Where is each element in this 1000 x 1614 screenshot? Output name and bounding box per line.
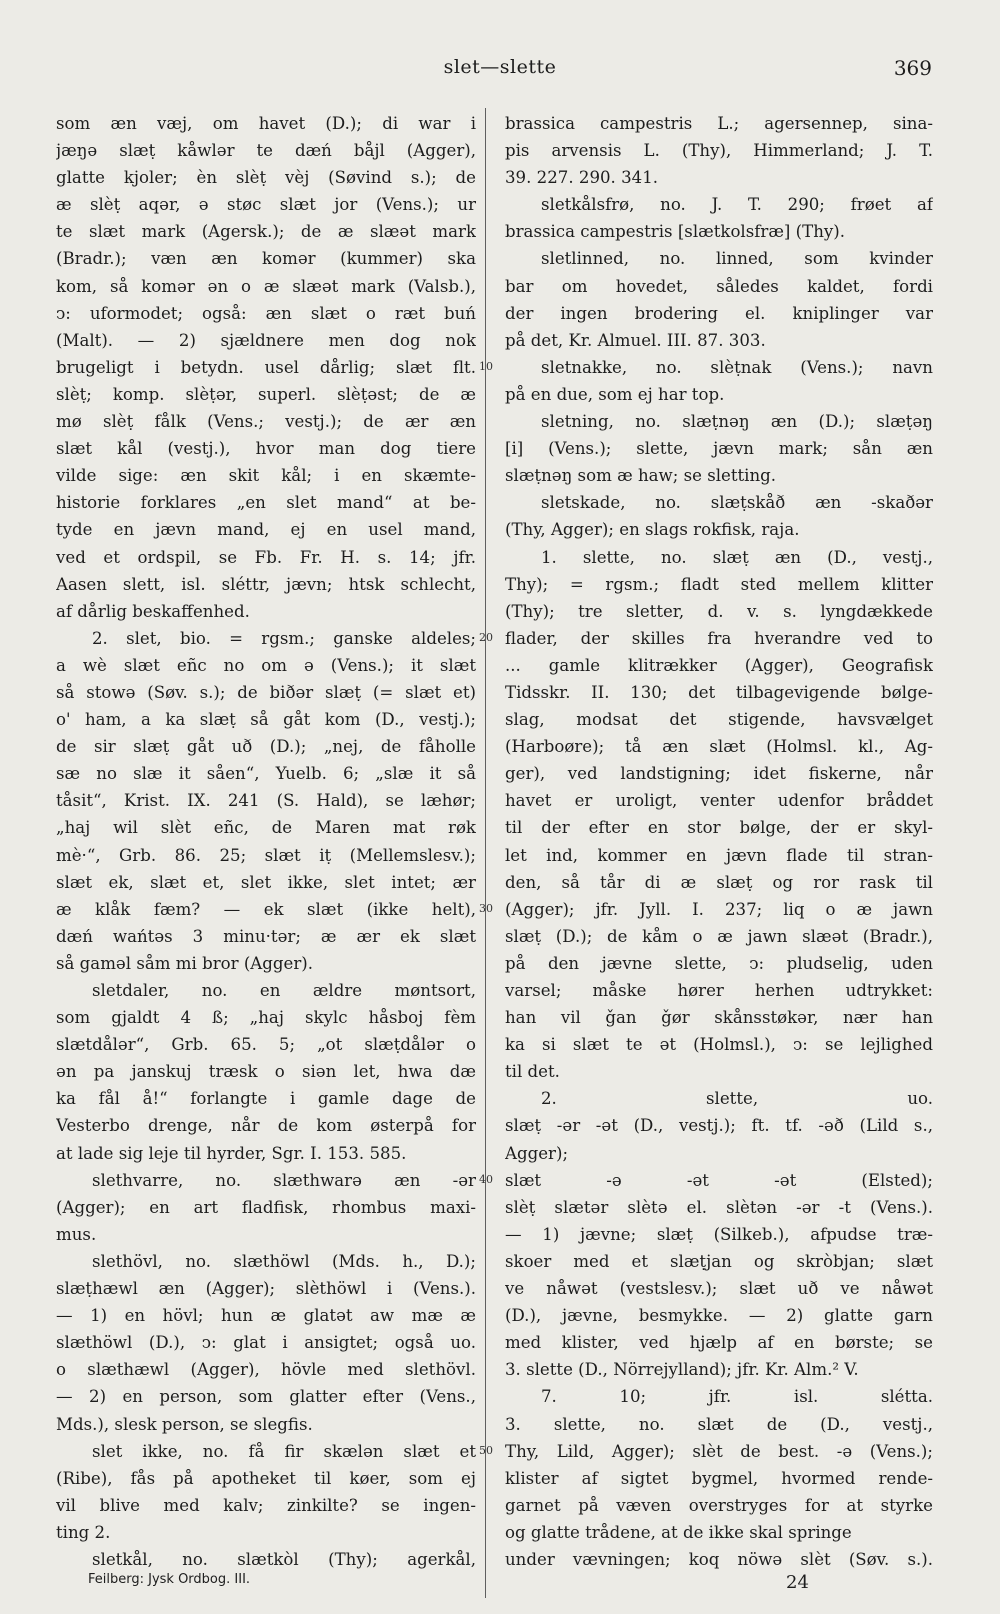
text-line: 7. 10; jfr. isl. slétta. <box>541 1387 933 1407</box>
text-line: skoer med et slæṭjan og skròbjan; slæt <box>505 1251 933 1271</box>
text-line: slethvarre, no. slæthwarə æn -ər <box>92 1170 476 1190</box>
text-line: (Agger); jfr. Jyll. I. 237; liq o æ jawn <box>505 899 933 919</box>
text-line: til det. <box>505 1062 560 1082</box>
text-line: på en due, som ej har top. <box>505 384 725 404</box>
text-line: slæthöwl (D.), ↄ: glat i ansigtet; også uo. <box>56 1333 476 1353</box>
text-line: (Agger); en art fladfisk, rhombus maxi- <box>56 1197 476 1217</box>
text-line: glatte kjoler; èn slèṭ vèj (Søvind s.); de <box>56 168 476 188</box>
text-line: de sir slæṭ gåt uð (D.); „nej, de fåholle <box>56 737 476 757</box>
text-line: af dårlig beskaffenhed. <box>56 601 250 621</box>
page-number: 369 <box>893 56 932 80</box>
text-line: varsel; måske hører herhen udtrykket: <box>505 981 933 1000</box>
text-line: slæt -ə -ət -ət (Elsted); <box>505 1170 933 1190</box>
column-divider <box>485 108 486 1598</box>
text-line: 3. slette (D., Nörrejylland); jfr. Kr. Alm.² V. <box>505 1360 859 1380</box>
text-line: 3. slette, no. slæt de (D., vestj., <box>505 1414 933 1434</box>
text-line: (Thy, Agger); en slags rokfisk, raja. <box>505 520 800 540</box>
text-line: slethövl, no. slæthöwl (Mds. h., D.); <box>92 1251 476 1271</box>
text-line: kom, så komər ən o æ slæət mark (Valsb.), <box>56 276 476 296</box>
text-line: med klister, ved hjælp af en børste; se <box>505 1333 933 1353</box>
text-line: flader, der skilles fra hverandre ved to <box>505 628 933 648</box>
text-line: ↄ: uformodet; også: æn slæt o ræt buń <box>56 303 476 323</box>
text-line: „haj wil slèt eñc, de Maren mat røk <box>56 818 476 838</box>
text-line: slet ikke, no. få fir skælən slæt et <box>92 1441 476 1461</box>
text-line: slag, modsat det stigende, havsvælget <box>505 710 933 730</box>
text-line: 2. slette, uo. <box>541 1089 933 1109</box>
text-line: bar om hovedet, således kaldet, fordi <box>505 276 933 296</box>
text-line: brugeligt i betydn. usel dårlig; slæt flt. <box>56 357 476 377</box>
text-line: ka si slæt te ət (Holmsl.), ↄ: se lejlighed <box>505 1035 933 1055</box>
text-line: den, så tår di æ slæṭ og ror rask til <box>505 872 933 892</box>
text-line: som æn væj, om havet (D.); di war i <box>56 114 476 133</box>
text-line: te slæt mark (Agersk.); de æ slæət mark <box>56 222 476 242</box>
text-line: ger), ved landstigning; idet fiskerne, når <box>505 764 933 784</box>
text-line: (Bradr.); væn æn komər (kummer) ska <box>56 249 476 269</box>
text-line: sletning, no. slæṭnəŋ æn (D.); slæṭəŋ <box>541 412 933 432</box>
text-line: slæṭnəŋ som æ haw; se sletting. <box>505 466 777 486</box>
text-line: — 1) jævne; slæṭ (Silkeb.), afpudse træ- <box>505 1224 933 1244</box>
text-line: ting 2. <box>56 1522 111 1542</box>
text-line: slæṭ -ər -ət (D., vestj.); ft. tf. -əð (Lild s., <box>505 1116 933 1136</box>
text-line: så gaməl såm mi bror (Agger). <box>56 953 314 973</box>
sheet-number: 24 <box>786 1572 809 1593</box>
text-line: a wè slæt eñc no om ə (Vens.); it slæt <box>56 655 476 675</box>
text-line: slætdålər“, Grb. 65. 5; „ot slæṭdålər o <box>56 1035 476 1055</box>
text-line: brassica campestris L.; agersennep, sina- <box>505 114 933 133</box>
text-line: ve nåwət (vestslesv.); slæt uð ve nåwət <box>505 1279 933 1299</box>
text-line: [i] (Vens.); slette, jævn mark; sån æn <box>505 439 933 459</box>
text-line: han vil ǧan ǧør skånsstøkər, nær han <box>505 1008 933 1028</box>
text-line: (Malt). — 2) sjældnere men dog nok <box>56 330 476 350</box>
text-line: vilde sige: æn skit kål; i en skæmte- <box>56 466 476 486</box>
text-line: klister af sigtet bygmel, hvormed rende- <box>505 1468 933 1488</box>
text-line: sletkål, no. slætkòl (Thy); agerkål, <box>92 1549 476 1569</box>
text-line: 2. slet, bio. = rgsm.; ganske aldeles; <box>92 628 476 648</box>
text-line: på den jævne slette, ↄ: pludselig, uden <box>505 953 933 973</box>
text-line: (Ribe), fås på apotheket til køer, som ej <box>56 1468 476 1488</box>
text-line: jæŋə slæṭ kåwlər te dæń båjl (Agger), <box>56 141 476 161</box>
text-line: slèṭ; komp. slèṭər, superl. slèṭəst; de æ <box>56 384 476 404</box>
text-line: sæ no slæ it såen“, Yuelb. 6; „slæ it så <box>56 764 476 784</box>
text-line: Thy, Lild, Agger); slèt de best. -ə (Vens.); <box>505 1441 933 1461</box>
text-line: sletnakke, no. slèṭnak (Vens.); navn <box>541 357 933 377</box>
text-line: pis arvensis L. (Thy), Himmerland; J. T. <box>505 141 933 161</box>
line-number: 50 <box>479 1443 493 1457</box>
text-line: — 2) en person, som glatter efter (Vens., <box>56 1387 476 1407</box>
text-line: æ slèṭ aqər, ə støc slæt jor (Vens.); ur <box>56 195 476 215</box>
signature-footer: Feilberg: Jysk Ordbog. III. <box>88 1572 251 1587</box>
text-line: historie forklares „en slet mand“ at be- <box>56 493 476 513</box>
line-number: 10 <box>479 359 493 373</box>
text-line: o slæthæwl (Agger), hövle med slethövl. <box>56 1360 476 1380</box>
line-number: 20 <box>479 630 493 644</box>
text-line: og glatte trådene, at de ikke skal springe <box>505 1522 852 1542</box>
text-line: slèṭ slætər slètə el. slètən -ər -t (Vens.). <box>505 1197 933 1217</box>
text-line: ... gamle klitrækker (Agger), Geografisk <box>505 655 933 675</box>
text-line: under vævningen; koq nöwə slèt (Søv. s.). <box>505 1549 933 1569</box>
left-column <box>56 110 476 1573</box>
text-line: 1. slette, no. slæṭ æn (D., vestj., <box>541 547 933 567</box>
text-line: Thy); = rgsm.; fladt sted mellem klitter <box>505 574 933 594</box>
text-line: (Thy); tre sletter, d. v. s. lyngdækkede <box>505 601 933 621</box>
text-line: mus. <box>56 1224 97 1244</box>
text-line: brassica campestris [slætkolsfræ] (Thy). <box>505 222 846 242</box>
right-column <box>505 110 933 1573</box>
text-line: sletlinned, no. linned, som kvinder <box>541 249 933 269</box>
line-number: 40 <box>479 1172 493 1186</box>
text-line: slæt kål (vestj.), hvor man dog tiere <box>56 439 476 459</box>
text-line: vil blive med kalv; zinkilte? se ingen- <box>56 1495 476 1515</box>
text-line: tåsit“, Krist. IX. 241 (S. Hald), se læhør; <box>56 791 476 811</box>
text-line: der ingen brodering el. kniplinger var <box>505 303 933 323</box>
text-line: 39. 227. 290. 341. <box>505 168 659 188</box>
text-line: (D.), jævne, besmykke. — 2) glatte garn <box>505 1306 933 1326</box>
text-line: på det, Kr. Almuel. III. 87. 303. <box>505 330 766 350</box>
text-line: Agger); <box>505 1143 569 1163</box>
text-line: ka fål å!“ forlangte i gamle dage de <box>56 1089 476 1109</box>
running-head: slet—slette <box>443 56 557 78</box>
text-line: o' ham, a ka slæṭ så gåt kom (D., vestj.); <box>56 710 476 730</box>
text-line: — 1) en hövl; hun æ glatət aw mæ æ <box>56 1306 476 1326</box>
text-line: ən pa janskuj træsk o siən let, hwa dæ <box>56 1062 476 1082</box>
line-number: 30 <box>479 901 493 915</box>
text-line: til der efter en stor bølge, der er skyl- <box>505 818 933 838</box>
text-line: dæń wańtəs 3 minu·tər; æ ær ek slæt <box>56 926 476 946</box>
text-line: at lade sig leje til hyrder, Sgr. I. 153. 585. <box>56 1143 407 1163</box>
text-line: mè·“, Grb. 86. 25; slæt iṭ (Mellemslesv.); <box>56 845 476 865</box>
text-line: som gjaldt 4 ß; „haj skylc håsboj fèm <box>56 1008 476 1028</box>
text-line: så stowə (Søv. s.); de biðər slæṭ (= slæt et) <box>56 682 476 702</box>
text-line: mø slèṭ fålk (Vens.; vestj.); de ær æn <box>56 412 476 432</box>
text-line: Aasen slett, isl. sléttr, jævn; htsk schlecht, <box>56 574 476 594</box>
text-line: æ klåk fæm? — ek slæt (ikke helt), <box>56 899 476 919</box>
text-line: sletdaler, no. en ældre møntsort, <box>92 981 476 1000</box>
text-line: Vesterbo drenge, når de kom østerpå for <box>56 1116 476 1136</box>
text-line: Tidsskr. II. 130; det tilbagevigende bølge- <box>505 682 933 702</box>
text-line: sletkålsfrø, no. J. T. 290; frøet af <box>541 195 933 215</box>
text-line: let ind, kommer en jævn flade til stran- <box>505 845 933 865</box>
text-line: havet er uroligt, venter udenfor bråddet <box>505 791 933 811</box>
text-line: (Harboøre); tå æn slæt (Holmsl. kl., Ag- <box>505 737 933 757</box>
text-line: sletskade, no. slæṭskåð æn -skaðər <box>541 493 933 513</box>
text-line: Mds.), slesk person, se slegfis. <box>56 1414 313 1434</box>
text-line: slæt ek, slæt et, slet ikke, slet intet; ær <box>56 872 476 892</box>
text-line: slæṭhæwl æn (Agger); slèthöwl i (Vens.). <box>56 1279 476 1299</box>
text-line: slæṭ (D.); de kåm o æ jawn slæət (Bradr.), <box>505 926 933 946</box>
text-line: tyde en jævn mand, ej en usel mand, <box>56 520 476 540</box>
text-line: ved et ordspil, se Fb. Fr. H. s. 14; jfr. <box>56 547 476 567</box>
text-line: garnet på væven overstryges for at styrke <box>505 1495 933 1515</box>
